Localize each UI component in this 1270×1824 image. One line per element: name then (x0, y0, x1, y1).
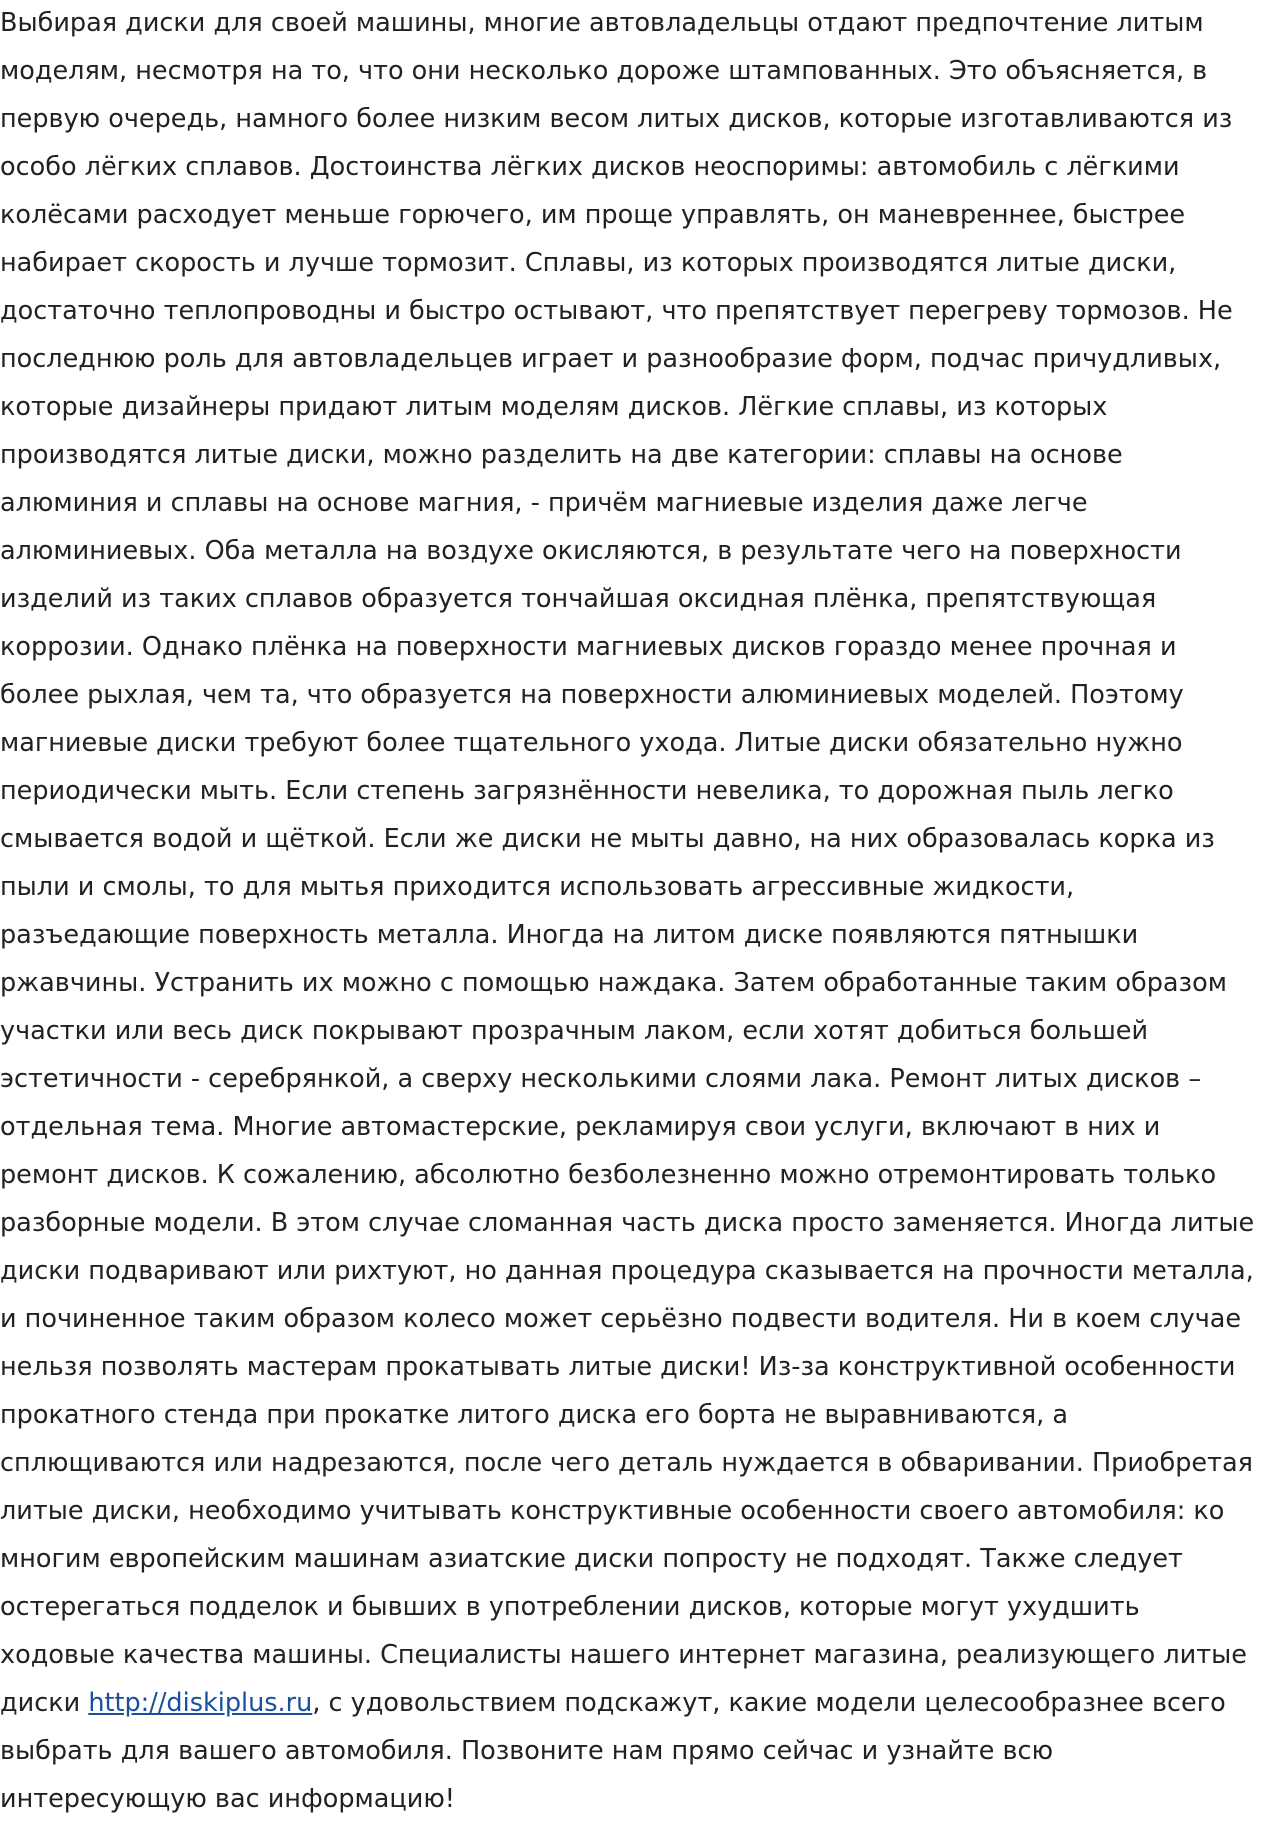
diskiplus-link[interactable]: http://diskiplus.ru (88, 1688, 313, 1718)
article-text-after-link: , с удовольствием подскажут, какие модели целесообразнее всего выбрать для вашего автомобиля. Позвоните нам прямо сейчас и узнайте всю интересующую вас информацию! (0, 1688, 1226, 1814)
article-text-before-link: Выбирая диски для своей машины, многие автовладельцы отдают предпочтение литым моделям, несмотря на то, что они несколько дороже штампованных. Это объясняется, в первую очередь, намного более низким весом литых дисков, которые изготавливаются из особо лёгких сплавов. Достоинства лёгких дисков неоспоримы: автомобиль с лёгкими колёсами расходует меньше горючего, им проще управлять, он маневреннее, быстрее набирает скорость и лучше тормозит. Сплавы, из которых производятся литые диски, достаточно теплопроводны и быстро остывают, что препятствует перегреву тормозов. Не последнюю роль для автовладельцев играет и разнообразие форм, подчас причудливых, которые дизайнеры придают литым моделям дисков. Лёгкие сплавы, из которых производятся литые диски, можно разделить на две категории: сплавы на основе алюминия и сплавы на основе магния, - причём магниевые изделия даже легче алюминиевых. Оба металла на воздухе окисляются, в результате чего на поверхности изделий из таких сплавов образуется тончайшая оксидная плёнка, препятствующая коррозии. Однако плёнка на поверхности магниевых дисков гораздо менее прочная и более рыхлая, чем та, что образуется на поверхности алюминиевых моделей. Поэтому магниевые диски требуют более тщательного ухода. Литые диски обязательно нужно периодически мыть. Если степень загрязнённости невелика, то дорожная пыль легко смывается водой и щёткой. Если же диски не мыты давно, на них образовалась корка из пыли и смолы, то для мытья приходится использовать агрессивные жидкости, разъедающие поверхность металла. Иногда на литом диске появляются пятнышки ржавчины. Устранить их можно с помощью наждака. Затем обработанные таким образом участки или весь диск покрывают прозрачным лаком, если хотят добиться большей эстетичности - серебрянкой, а сверху несколькими слоями лака. Ремонт литых дисков – отдельная тема. Многие автомастерские, рекламируя свои услуги, включают в них и ремонт дисков. К сожалению, абсолютно безболезненно можно отремонтировать только разборные модели. В этом случае сломанная часть диска просто заменяется. Иногда литые диски подваривают или рихтуют, но данная процедура сказывается на прочности металла, и починенное таким образом колесо может серьёзно подвести водителя. Ни в коем случае нельзя позволять мастерам прокатывать литые диски! Из-за конструктивной особенности прокатного стенда при прокатке литого диска его борта не выравниваются, а сплющиваются или надрезаются, после чего деталь нуждается в обваривании. Приобретая литые диски, необходимо учитывать конструктивные особенности своего автомобиля: ко многим европейским машинам азиатские диски попросту не подходят. Также следует остерегаться подделок и бывших в употреблении дисков, которые могут ухудшить ходовые качества машины. Специалисты нашего интернет магазина, реализующего литые диски (0, 8, 1255, 1718)
